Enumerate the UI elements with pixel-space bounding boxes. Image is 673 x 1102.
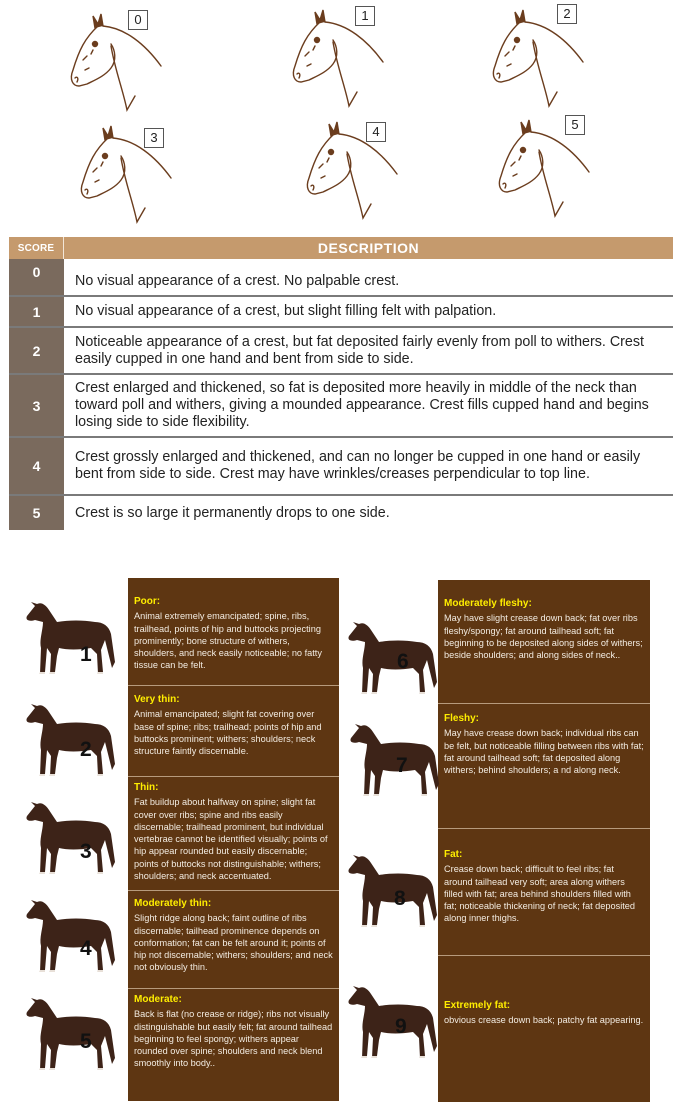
condition-title: Moderate: — [134, 994, 182, 1005]
condition-cell-1 — [128, 578, 339, 685]
horse-head-sketch-icon — [272, 6, 412, 116]
horse-head-sketch-icon — [286, 118, 426, 228]
score-cell: 1 — [9, 297, 64, 326]
condition-cell-4 — [128, 890, 339, 988]
horse-head-sketch-icon — [478, 116, 618, 226]
crest-figure-5 — [478, 116, 618, 226]
table-row — [9, 496, 673, 530]
horse-score-label: 9 — [395, 1015, 407, 1038]
crest-figure-label: 0 — [128, 10, 148, 30]
horse-silhouette-icon — [20, 592, 122, 678]
horse-figure-9 — [342, 976, 444, 1062]
horse-silhouette-icon — [344, 714, 446, 800]
horse-score-label: 7 — [396, 754, 408, 777]
horse-figure-6 — [342, 612, 444, 698]
table-row — [9, 438, 673, 496]
horse-figure-4 — [20, 890, 122, 976]
crest-figure-label: 4 — [366, 122, 386, 142]
crest-figure-3 — [60, 122, 200, 232]
crest-figure-1 — [272, 6, 412, 116]
horse-figure-3 — [20, 792, 122, 878]
description-cell: Noticeable appearance of a crest, but fat deposited fairly evenly from poll to withers. Crest easily cupped in one hand and bent from side to side. — [75, 333, 644, 367]
score-cell: 5 — [9, 496, 64, 530]
description-cell: Crest is so large it permanently drops to one side. — [75, 504, 390, 521]
condition-description: May have crease down back; individual ribs can be felt, but noticeable filling between ribs with fat; fat around tailhead soft; fat deposited along withers; behind shoulders; a nd along neck. — [444, 728, 644, 776]
horse-silhouette-icon — [342, 976, 444, 1062]
score-column-header: SCORE — [9, 237, 64, 259]
condition-cell-8 — [438, 828, 650, 955]
condition-title: Thin: — [134, 782, 159, 793]
condition-title: Fleshy: — [444, 713, 480, 724]
condition-cell-5 — [128, 988, 339, 1101]
condition-cell-9 — [438, 955, 650, 1102]
horse-silhouette-icon — [20, 890, 122, 976]
table-header — [9, 237, 673, 259]
horse-head-sketch-icon — [50, 10, 190, 120]
horse-score-label: 4 — [80, 937, 92, 960]
description-cell: No visual appearance of a crest. No palpable crest. — [75, 272, 400, 289]
horse-silhouette-icon — [20, 792, 122, 878]
horse-silhouette-icon — [20, 694, 122, 780]
horse-figure-1 — [20, 592, 122, 678]
condition-description: Crease down back; difficult to feel ribs; fat around tailhead very soft; area along withers filled with fat; area behind shoulders filled with fat; noticeable thickening of neck; fat deposited along inner thighs. — [444, 864, 636, 924]
condition-cell-7 — [438, 703, 650, 828]
horse-score-label: 3 — [80, 840, 92, 863]
table-row — [9, 375, 673, 438]
crest-score-table — [9, 237, 673, 530]
description-cell: Crest enlarged and thickened, so fat is deposited more heavily in middle of the neck than toward poll and withers, giving a mounded appearance. Crest fills cupped hand and begins losing side to side flexibility. — [75, 380, 649, 430]
horse-figure-2 — [20, 694, 122, 780]
condition-title: Moderately fleshy: — [444, 598, 532, 609]
condition-cell-6 — [438, 580, 650, 703]
condition-title: Moderately thin: — [134, 898, 212, 909]
horse-figure-8 — [342, 845, 444, 931]
score-cell: 2 — [9, 328, 64, 373]
horse-figure-5 — [20, 988, 122, 1074]
condition-cell-3 — [128, 776, 339, 890]
condition-description: Back is flat (no crease or ridge); ribs not visually distinguishable but easily felt; fat around tailhead beginning to feel spongy; withers appear rounded over spine; shoulders and neck blend smoothly into body.. — [134, 1009, 333, 1069]
horse-score-label: 1 — [80, 643, 92, 666]
score-cell: 4 — [9, 438, 64, 494]
horse-score-label: 5 — [80, 1030, 92, 1053]
body-condition-panel-right — [438, 580, 650, 1102]
horse-score-label: 6 — [397, 650, 409, 673]
description-cell: Crest grossly enlarged and thickened, and can no longer be cupped in one hand or easily bent from side to side. Crest may have wrinkles/creases perpendicular to top line. — [75, 449, 641, 482]
body-condition-panel-left — [128, 578, 339, 1101]
horse-head-sketch-icon — [472, 6, 612, 116]
condition-title: Very thin: — [134, 694, 180, 705]
horse-score-label: 8 — [394, 887, 406, 910]
condition-description: Animal extremely emancipated; spine, ribs, trailhead, points of hip and buttocks projecting prominently; bone structure of withers, shoulders, and neck easily noticeable; no fatty tissue can be felt. — [134, 611, 322, 671]
crest-figure-0 — [50, 10, 190, 120]
horse-silhouette-icon — [342, 845, 444, 931]
condition-description: Fat buildup about halfway on spine; slight fat cover over ribs; spine and ribs easily discernable; trailhead prominent, but individual vertebrae cannot be identified visually; points of hip appear rounded but easily discernable; points of buttocks not distinguishable; withers; shoulders; and neck accentuated. — [134, 797, 328, 882]
condition-title: Poor: — [134, 596, 161, 607]
score-cell: 0 — [9, 259, 64, 295]
crest-figure-4 — [286, 118, 426, 228]
crest-figure-label: 5 — [565, 115, 585, 135]
condition-cell-2 — [128, 685, 339, 776]
condition-description: obvious crease down back; patchy fat appearing. — [444, 1015, 644, 1026]
horse-figure-7 — [344, 714, 446, 800]
table-row — [9, 297, 673, 328]
table-row — [9, 259, 673, 297]
crest-figure-label: 3 — [144, 128, 164, 148]
horse-head-sketch-icon — [60, 122, 200, 232]
crest-figure-label: 1 — [355, 6, 375, 26]
condition-title: Fat: — [444, 849, 463, 860]
condition-description: Animal emancipated; slight fat covering over base of spine; ribs; trailhead; points of hip and buttocks prominent; withers; shoulders; neck structure faintly discernable. — [134, 709, 322, 757]
condition-description: Slight ridge along back; faint outline of ribs discernable; tailhead prominence depends on conformation; fat can be felt around it; points of hip not discernable; withers; shoulders; and neck not obviously thin. — [134, 913, 333, 973]
crest-figure-2 — [472, 6, 612, 116]
description-cell: No visual appearance of a crest, but slight filling felt with palpation. — [75, 303, 497, 319]
score-cell: 3 — [9, 375, 64, 436]
crest-figure-label: 2 — [557, 4, 577, 24]
condition-title: Extremely fat: — [444, 1000, 511, 1011]
condition-description: May have slight crease down back; fat over ribs fleshy/spongy; fat around tailhead soft; fat beginning to be deposited along sides of withers; beside shoulders; and along sides of neck.. — [444, 613, 643, 661]
horse-silhouette-icon — [20, 988, 122, 1074]
description-column-header: DESCRIPTION — [64, 237, 673, 259]
table-row — [9, 328, 673, 375]
horse-score-label: 2 — [80, 738, 92, 761]
horse-silhouette-icon — [342, 612, 444, 698]
